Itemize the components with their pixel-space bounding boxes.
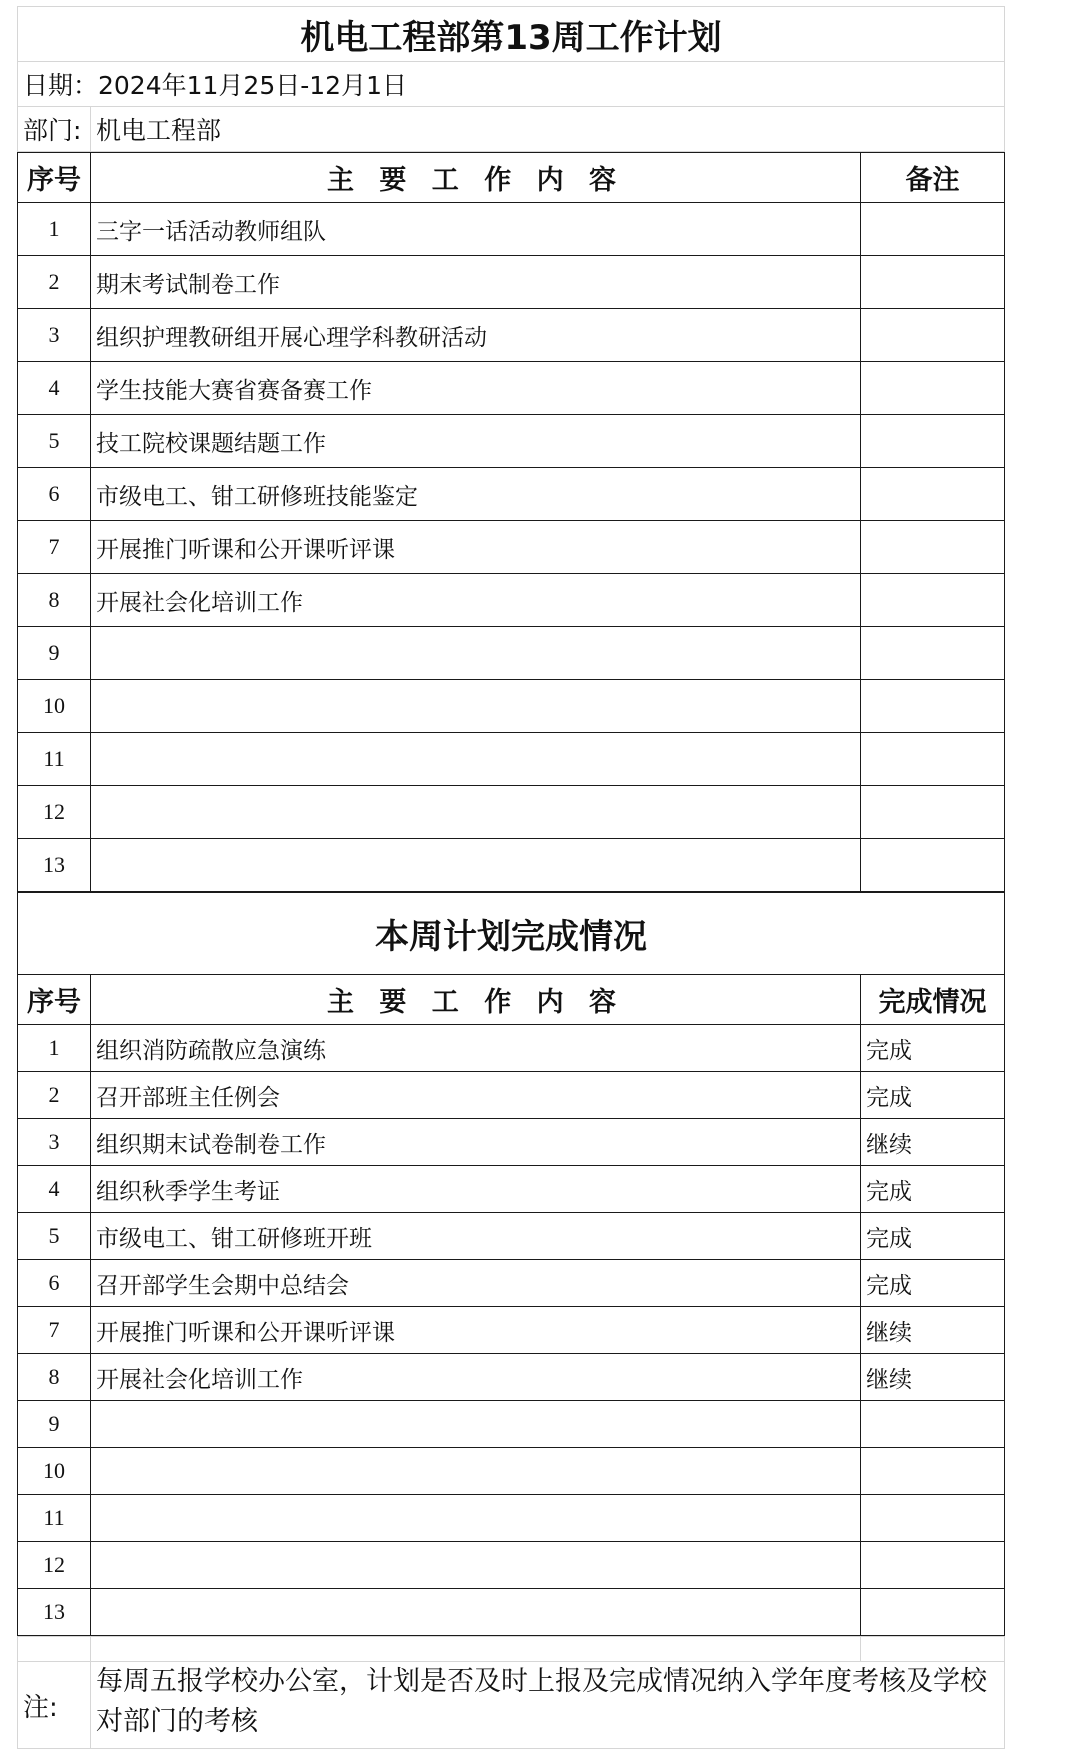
completion-row-num: 13 [18,1589,91,1636]
completion-header-status: 完成情况 [861,975,1005,1025]
plan-row-remark [861,786,1005,839]
plan-row-remark [861,521,1005,574]
plan-row [18,468,1005,521]
completion-row [18,1119,1005,1166]
completion-table [17,892,1005,1636]
plan-row-remark [861,468,1005,521]
completion-row-status: 完成 [861,1166,1005,1213]
plan-row-remark [861,680,1005,733]
spacer-cell [91,1637,861,1662]
plan-row [18,733,1005,786]
completion-title: 本周计划完成情况 [18,893,1005,975]
plan-row-content: 组织护理教研组开展心理学科教研活动 [91,309,861,362]
completion-row-num: 7 [18,1307,91,1354]
plan-row-num: 7 [18,521,91,574]
plan-row-content [91,839,861,892]
plan-row-num: 9 [18,627,91,680]
plan-row [18,362,1005,415]
completion-row-status: 完成 [861,1025,1005,1072]
plan-row-remark [861,415,1005,468]
completion-row-content [91,1448,861,1495]
plan-row-num: 11 [18,733,91,786]
completion-row [18,1495,1005,1542]
plan-row [18,256,1005,309]
date-line: 日期：2024年11月25日-12月1日 [18,62,1005,107]
completion-row-num: 9 [18,1401,91,1448]
plan-row-num: 1 [18,203,91,256]
plan-row [18,680,1005,733]
completion-row [18,1448,1005,1495]
completion-header-num: 序号 [18,975,91,1025]
spacer-cell [861,1637,1005,1662]
plan-row-content: 学生技能大赛省赛备赛工作 [91,362,861,415]
plan-row-content: 开展社会化培训工作 [91,574,861,627]
completion-row-content: 组织消防疏散应急演练 [91,1025,861,1072]
completion-row-content: 召开部班主任例会 [91,1072,861,1119]
plan-row [18,627,1005,680]
plan-row [18,786,1005,839]
plan-row-remark [861,574,1005,627]
plan-row-content: 期末考试制卷工作 [91,256,861,309]
plan-row-content [91,786,861,839]
completion-row-num: 8 [18,1354,91,1401]
plan-rows [18,203,1005,892]
plan-row [18,574,1005,627]
completion-row-status [861,1589,1005,1636]
plan-row-remark [861,256,1005,309]
plan-row-num: 8 [18,574,91,627]
plan-row-content [91,627,861,680]
completion-row-status: 完成 [861,1260,1005,1307]
completion-row [18,1401,1005,1448]
plan-row-remark [861,627,1005,680]
completion-row-status: 完成 [861,1213,1005,1260]
plan-row-num: 6 [18,468,91,521]
plan-row-num: 4 [18,362,91,415]
completion-row [18,1260,1005,1307]
completion-row-content [91,1401,861,1448]
completion-row-status: 继续 [861,1354,1005,1401]
note-text: 每周五报学校办公室，计划是否及时上报及完成情况纳入学年度考核及学校对部门的考核 [91,1662,1005,1749]
completion-row [18,1589,1005,1636]
completion-row-num: 3 [18,1119,91,1166]
plan-row [18,309,1005,362]
note-table [17,1636,1005,1749]
completion-row-num: 4 [18,1166,91,1213]
completion-row-content [91,1495,861,1542]
completion-row [18,1166,1005,1213]
completion-row-content: 市级电工、钳工研修班开班 [91,1213,861,1260]
completion-row-num: 5 [18,1213,91,1260]
completion-row [18,1542,1005,1589]
completion-row-content: 组织秋季学生考证 [91,1166,861,1213]
completion-row [18,1213,1005,1260]
page-title: 机电工程部第13周工作计划 [18,7,1005,62]
plan-row [18,203,1005,256]
work-plan-sheet [17,6,1004,1749]
completion-row-content [91,1542,861,1589]
plan-row [18,415,1005,468]
completion-row-content: 组织期末试卷制卷工作 [91,1119,861,1166]
plan-row-num: 13 [18,839,91,892]
plan-row-remark [861,203,1005,256]
plan-row [18,839,1005,892]
plan-row-num: 12 [18,786,91,839]
plan-row-content: 技工院校课题结题工作 [91,415,861,468]
plan-row-num: 5 [18,415,91,468]
plan-row-num: 3 [18,309,91,362]
completion-row [18,1354,1005,1401]
completion-row-content: 开展推门听课和公开课听评课 [91,1307,861,1354]
completion-row-content [91,1589,861,1636]
completion-row-status [861,1495,1005,1542]
completion-row-num: 6 [18,1260,91,1307]
completion-rows [18,1025,1005,1636]
completion-row-num: 1 [18,1025,91,1072]
plan-row-remark [861,733,1005,786]
plan-row-num: 2 [18,256,91,309]
completion-row-content: 召开部学生会期中总结会 [91,1260,861,1307]
plan-table [17,152,1005,892]
plan-row-num: 10 [18,680,91,733]
completion-row-status [861,1542,1005,1589]
completion-row-num: 2 [18,1072,91,1119]
plan-row-content: 市级电工、钳工研修班技能鉴定 [91,468,861,521]
completion-header-content: 主 要 工 作 内 容 [91,975,861,1025]
completion-row-status [861,1401,1005,1448]
plan-row-content: 三字一话活动教师组队 [91,203,861,256]
completion-row-status: 继续 [861,1119,1005,1166]
plan-row-content: 开展推门听课和公开课听评课 [91,521,861,574]
plan-row [18,521,1005,574]
completion-row [18,1025,1005,1072]
dept-value: 机电工程部 [91,107,1005,152]
plan-row-remark [861,839,1005,892]
plan-header-remark: 备注 [861,153,1005,203]
plan-header-num: 序号 [18,153,91,203]
plan-row-remark [861,362,1005,415]
plan-header-content: 主 要 工 作 内 容 [91,153,861,203]
spacer-cell [18,1637,91,1662]
dept-label: 部门: [18,107,91,152]
plan-row-remark [861,309,1005,362]
completion-row [18,1307,1005,1354]
completion-row [18,1072,1005,1119]
plan-row-content [91,733,861,786]
completion-row-content: 开展社会化培训工作 [91,1354,861,1401]
completion-row-num: 10 [18,1448,91,1495]
header-table [17,6,1005,152]
completion-row-status [861,1448,1005,1495]
plan-row-content [91,680,861,733]
completion-row-num: 12 [18,1542,91,1589]
note-label: 注: [18,1662,91,1749]
completion-row-status: 完成 [861,1072,1005,1119]
completion-row-status: 继续 [861,1307,1005,1354]
completion-row-num: 11 [18,1495,91,1542]
